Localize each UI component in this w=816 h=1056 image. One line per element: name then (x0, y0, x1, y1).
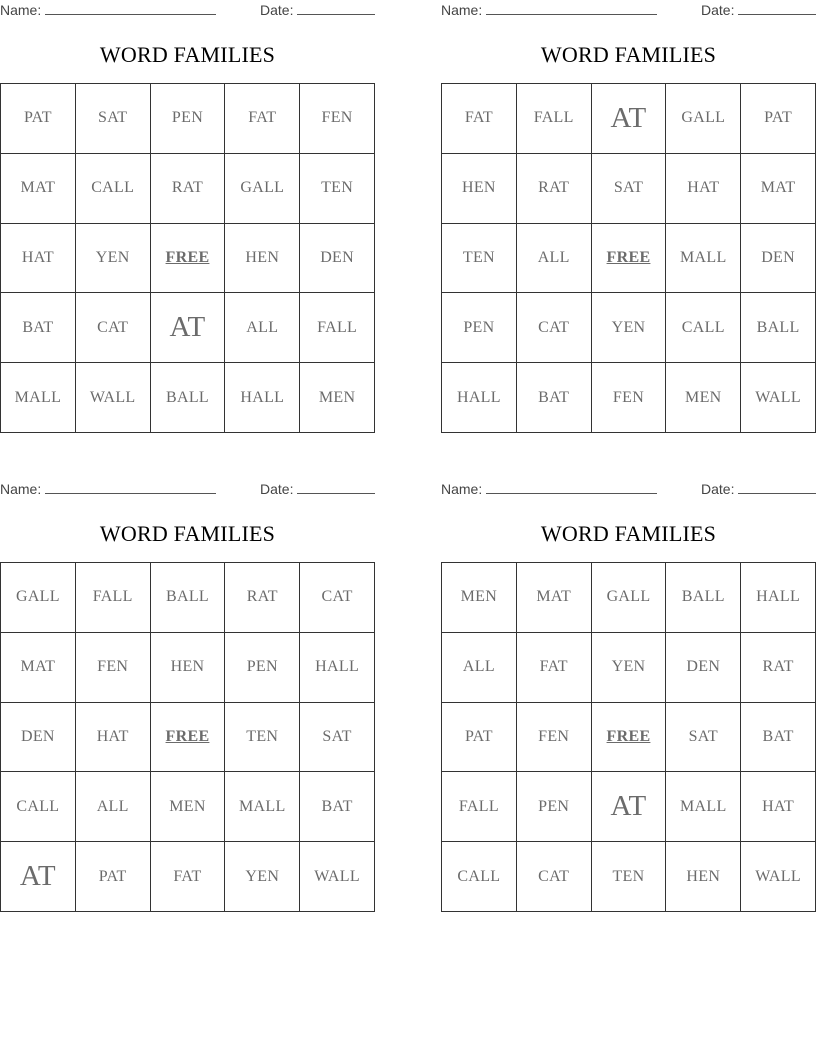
card-header (441, 479, 816, 501)
bingo-cell[interactable]: PEN (517, 772, 592, 842)
bingo-cell[interactable]: BAT (517, 363, 592, 433)
free-space[interactable]: FREE (151, 224, 226, 294)
bingo-cell[interactable]: SAT (666, 703, 741, 773)
bingo-cell[interactable]: AT (151, 293, 226, 363)
date-blank-line[interactable] (738, 481, 816, 494)
bingo-cell[interactable]: FALL (517, 84, 592, 154)
bingo-cell[interactable]: TEN (442, 224, 517, 294)
free-space[interactable]: FREE (151, 703, 226, 773)
bingo-cell[interactable]: HAT (741, 772, 816, 842)
bingo-cell[interactable]: CAT (517, 842, 592, 912)
bingo-cell[interactable]: BALL (741, 293, 816, 363)
card-header (0, 0, 375, 22)
bingo-cell[interactable]: CAT (300, 563, 375, 633)
card-title: WORD FAMILIES (99, 42, 276, 67)
bingo-cell[interactable]: RAT (151, 154, 226, 224)
bingo-cell[interactable]: HAT (1, 224, 76, 294)
bingo-cell[interactable]: HEN (442, 154, 517, 224)
bingo-cell[interactable]: CAT (517, 293, 592, 363)
bingo-cell[interactable]: RAT (517, 154, 592, 224)
bingo-cell[interactable]: DEN (741, 224, 816, 294)
bingo-cell[interactable]: DEN (1, 703, 76, 773)
bingo-cell[interactable]: BAT (741, 703, 816, 773)
bingo-cell[interactable]: MAT (517, 563, 592, 633)
bingo-card-3 (0, 479, 375, 914)
date-blank-line[interactable] (738, 2, 816, 15)
bingo-cell[interactable]: FALL (76, 563, 151, 633)
bingo-cell[interactable]: MEN (151, 772, 226, 842)
bingo-cell[interactable]: SAT (76, 84, 151, 154)
bingo-cell[interactable]: GALL (592, 563, 667, 633)
bingo-cell[interactable]: GALL (225, 154, 300, 224)
bingo-cell[interactable]: MAT (1, 633, 76, 703)
bingo-cell[interactable]: WALL (741, 363, 816, 433)
bingo-cell[interactable]: CALL (442, 842, 517, 912)
bingo-cell[interactable]: GALL (1, 563, 76, 633)
bingo-board (441, 562, 816, 912)
bingo-cell[interactable]: WALL (76, 363, 151, 433)
bingo-cell[interactable]: ALL (76, 772, 151, 842)
bingo-cell[interactable]: HEN (225, 224, 300, 294)
bingo-cell[interactable]: BALL (151, 563, 226, 633)
bingo-cell[interactable]: CALL (1, 772, 76, 842)
date-blank-line[interactable] (297, 2, 375, 15)
bingo-cell[interactable]: MAT (741, 154, 816, 224)
card-title: WORD FAMILIES (540, 521, 717, 546)
bingo-cell[interactable]: MAT (1, 154, 76, 224)
bingo-cell[interactable]: DEN (300, 224, 375, 294)
bingo-cell[interactable]: HAT (76, 703, 151, 773)
bingo-cell[interactable]: DEN (666, 633, 741, 703)
name-field[interactable] (441, 2, 657, 18)
name-field[interactable] (0, 481, 216, 497)
bingo-cell[interactable]: HALL (442, 363, 517, 433)
bingo-cell[interactable]: TEN (300, 154, 375, 224)
bingo-cell[interactable]: ALL (517, 224, 592, 294)
name-field[interactable] (0, 2, 216, 18)
bingo-board (0, 562, 375, 912)
bingo-cell[interactable]: YEN (225, 842, 300, 912)
bingo-cell[interactable]: AT (1, 842, 76, 912)
date-label: Date: (701, 481, 735, 497)
bingo-cell[interactable]: MALL (666, 772, 741, 842)
card-header (441, 0, 816, 22)
name-label: Name: (441, 481, 483, 497)
bingo-cell[interactable]: PAT (1, 84, 76, 154)
bingo-cell[interactable]: FEN (300, 84, 375, 154)
bingo-cell[interactable]: HALL (300, 633, 375, 703)
bingo-cell[interactable]: GALL (666, 84, 741, 154)
name-blank-line[interactable] (486, 481, 657, 494)
bingo-cell[interactable]: HEN (666, 842, 741, 912)
card-title: WORD FAMILIES (99, 521, 276, 546)
bingo-cell[interactable]: HAT (666, 154, 741, 224)
name-label: Name: (441, 2, 483, 18)
bingo-cell[interactable]: WALL (741, 842, 816, 912)
date-field[interactable] (260, 481, 375, 497)
bingo-cell[interactable]: AT (592, 772, 667, 842)
bingo-cell[interactable]: HALL (225, 363, 300, 433)
bingo-cell[interactable]: SAT (592, 154, 667, 224)
bingo-cell[interactable]: RAT (225, 563, 300, 633)
name-label: Name: (0, 2, 42, 18)
card-header (0, 479, 375, 501)
bingo-cell[interactable]: FEN (76, 633, 151, 703)
bingo-cell[interactable]: PAT (442, 703, 517, 773)
date-blank-line[interactable] (297, 481, 375, 494)
bingo-cell[interactable]: MEN (666, 363, 741, 433)
bingo-cell[interactable]: SAT (300, 703, 375, 773)
date-label: Date: (260, 481, 294, 497)
bingo-cell[interactable]: RAT (741, 633, 816, 703)
bingo-cell[interactable]: YEN (592, 633, 667, 703)
bingo-cell[interactable]: FEN (517, 703, 592, 773)
bingo-cell[interactable]: BALL (666, 563, 741, 633)
bingo-cell[interactable]: PEN (151, 84, 226, 154)
bingo-cell[interactable]: YEN (592, 293, 667, 363)
bingo-cell[interactable]: FEN (592, 363, 667, 433)
bingo-cell[interactable]: PEN (442, 293, 517, 363)
name-blank-line[interactable] (486, 2, 657, 15)
bingo-card-2 (441, 0, 816, 435)
bingo-cell[interactable]: BAT (300, 772, 375, 842)
name-label: Name: (0, 481, 42, 497)
bingo-board (0, 83, 375, 433)
bingo-cell[interactable]: FAT (151, 842, 226, 912)
date-label: Date: (701, 2, 735, 18)
bingo-cell[interactable]: PAT (76, 842, 151, 912)
bingo-cell[interactable]: AT (592, 84, 667, 154)
bingo-cell[interactable]: PAT (741, 84, 816, 154)
bingo-cell[interactable]: TEN (225, 703, 300, 773)
card-title: WORD FAMILIES (540, 42, 717, 67)
bingo-cell[interactable]: FALL (442, 772, 517, 842)
date-label: Date: (260, 2, 294, 18)
bingo-cell[interactable]: MEN (300, 363, 375, 433)
bingo-cell[interactable]: WALL (300, 842, 375, 912)
bingo-cell[interactable]: ALL (225, 293, 300, 363)
bingo-card-1 (0, 0, 375, 435)
bingo-cell[interactable]: PEN (225, 633, 300, 703)
free-space[interactable]: FREE (592, 224, 667, 294)
bingo-cell[interactable]: MALL (1, 363, 76, 433)
bingo-cell[interactable]: FAT (225, 84, 300, 154)
bingo-cell[interactable]: HALL (741, 563, 816, 633)
bingo-cell[interactable]: TEN (592, 842, 667, 912)
bingo-cell[interactable]: FALL (300, 293, 375, 363)
bingo-cell[interactable]: BALL (151, 363, 226, 433)
bingo-cell[interactable]: BAT (1, 293, 76, 363)
name-blank-line[interactable] (45, 481, 216, 494)
bingo-cell[interactable]: CAT (76, 293, 151, 363)
free-space[interactable]: FREE (592, 703, 667, 773)
bingo-cell[interactable]: ALL (442, 633, 517, 703)
date-field[interactable] (701, 2, 816, 18)
date-field[interactable] (701, 481, 816, 497)
bingo-cell[interactable]: HEN (151, 633, 226, 703)
bingo-cell[interactable]: MEN (442, 563, 517, 633)
bingo-board (441, 83, 816, 433)
bingo-cell[interactable]: FAT (517, 633, 592, 703)
bingo-cell[interactable]: MALL (225, 772, 300, 842)
bingo-cell[interactable]: CALL (76, 154, 151, 224)
bingo-cell[interactable]: CALL (666, 293, 741, 363)
name-blank-line[interactable] (45, 2, 216, 15)
bingo-card-4 (441, 479, 816, 914)
bingo-cell[interactable]: YEN (76, 224, 151, 294)
bingo-cell[interactable]: FAT (442, 84, 517, 154)
bingo-cell[interactable]: MALL (666, 224, 741, 294)
date-field[interactable] (260, 2, 375, 18)
name-field[interactable] (441, 481, 657, 497)
